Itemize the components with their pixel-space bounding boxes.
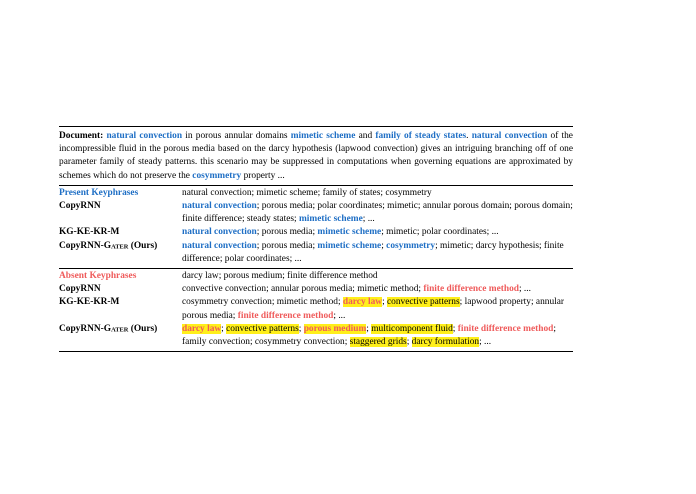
model-name	[59, 323, 182, 337]
absent-section	[59, 269, 573, 351]
model-name-main: CopyRNN-G	[59, 323, 112, 334]
absent-model-rows	[59, 283, 573, 349]
bottom-rule	[59, 351, 573, 352]
text-span: cosymmetry convection; mimetic method;	[182, 297, 343, 308]
model-name: CopyRNN	[59, 201, 101, 212]
text-span: ;	[452, 323, 458, 334]
text-span: .	[466, 131, 472, 141]
predicted-keyphrases	[182, 200, 573, 226]
text-span: ; porous media; polar coordinates; mimetic; annular porous domain; porous domain; finite difference; steady states;	[182, 201, 573, 225]
model-row	[59, 296, 573, 322]
predicted-keyphrases	[182, 283, 573, 296]
keyphrase-comparison-table	[59, 126, 573, 352]
keyphrase-span: mimetic scheme	[317, 227, 382, 238]
text-span: ; porous media;	[256, 227, 318, 238]
keyphrase-span: mimetic scheme	[317, 240, 382, 251]
document-paragraph	[59, 127, 573, 185]
keyphrase-span: finite difference method	[457, 323, 554, 334]
keyphrase-span: mimetic scheme	[298, 214, 363, 225]
text-span: ; lapwood property; annular porous media;	[182, 297, 565, 321]
text-span: ; mimetic; darcy hypothesis; finite difference; polar coordinates; ...	[182, 240, 564, 264]
text-span: ;	[382, 297, 388, 308]
present-model-rows	[59, 200, 573, 266]
model-name: KG-KE-KR-M	[59, 227, 120, 238]
text-span: ; porous media;	[256, 240, 318, 251]
model-name-suffix: (Ours)	[128, 240, 158, 251]
model-row	[59, 200, 573, 226]
model-row	[59, 323, 573, 349]
keyphrase-span: natural convection	[106, 131, 183, 141]
text-span: ; ...	[362, 214, 375, 225]
predicted-keyphrases	[182, 226, 573, 239]
keyphrase-span: natural convection	[182, 227, 257, 238]
text-span: ; family convection; cosymmetry convection;	[182, 323, 556, 348]
present-section	[59, 186, 573, 268]
document-text	[59, 131, 573, 181]
keyphrase-span: natural convection	[471, 131, 548, 141]
model-row	[59, 240, 573, 266]
predicted-keyphrases	[182, 296, 573, 322]
predicted-keyphrases	[182, 240, 573, 266]
model-name-main: CopyRNN-G	[59, 240, 112, 251]
predicted-keyphrases	[182, 323, 573, 349]
model-name-smallcaps: ATER	[111, 326, 129, 334]
present-header: Present Keyphrases	[59, 187, 139, 198]
present-gold: natural convection; mimetic scheme; family of states; cosymmetry	[182, 187, 432, 198]
model-name	[59, 240, 182, 254]
keyphrase-span: darcy formulation	[411, 337, 480, 348]
keyphrase-span: natural convection	[182, 240, 257, 251]
keyphrase-span: mimetic scheme	[290, 131, 356, 141]
text-span: ;	[366, 323, 372, 334]
text-span: ; ...	[518, 284, 531, 295]
keyphrase-span: convective patterns	[226, 323, 299, 334]
keyphrase-span: darcy law	[342, 297, 383, 308]
keyphrase-span: darcy law	[182, 323, 222, 334]
text-span: ; ...	[479, 337, 492, 348]
text-span: ; ...	[333, 310, 346, 321]
model-name-smallcaps: ATER	[111, 243, 129, 251]
model-name: CopyRNN	[59, 284, 101, 295]
text-span: ;	[381, 240, 387, 251]
present-gold-row	[59, 187, 573, 200]
text-span: of the incompressible fluid in the porous media based on the darcy hypothesis (lapwood convection) gives an intriguing branching off of one parameter family of steady patterns. this scenario may be suppressed in computations when governing equations are approximated by schemes which do not preserve the	[59, 131, 573, 181]
document-label: Document:	[59, 131, 104, 141]
text-span: in porous annular domains	[182, 131, 291, 141]
text-span: ;	[221, 323, 227, 334]
text-span: property ...	[241, 170, 285, 181]
keyphrase-span: staggered grids	[349, 337, 407, 348]
keyphrase-span: natural convection	[182, 201, 257, 212]
keyphrase-span: multicomponent fluid	[371, 323, 453, 334]
keyphrase-span: family of steady states	[375, 131, 467, 141]
absent-gold: darcy law; porous medium; finite difference method	[182, 271, 378, 282]
absent-header: Absent Keyphrases	[59, 271, 137, 282]
keyphrase-span: porous medium	[303, 323, 367, 334]
text-span: ;	[298, 323, 304, 334]
model-row	[59, 226, 573, 239]
keyphrase-span: cosymmetry	[386, 240, 436, 251]
model-name-suffix: (Ours)	[128, 323, 158, 334]
text-span: and	[355, 131, 376, 141]
keyphrase-span: cosymmetry	[192, 170, 242, 181]
text-span: ; mimetic; polar coordinates; ...	[381, 227, 499, 238]
keyphrase-span: finite difference method	[237, 310, 334, 321]
keyphrase-span: convective patterns	[387, 297, 460, 308]
absent-gold-row	[59, 270, 573, 283]
text-span: ;	[406, 337, 412, 348]
model-name: KG-KE-KR-M	[59, 297, 120, 308]
model-row	[59, 283, 573, 296]
text-span: convective convection; annular porous media; mimetic method;	[182, 284, 424, 295]
keyphrase-span: finite difference method	[423, 284, 519, 295]
